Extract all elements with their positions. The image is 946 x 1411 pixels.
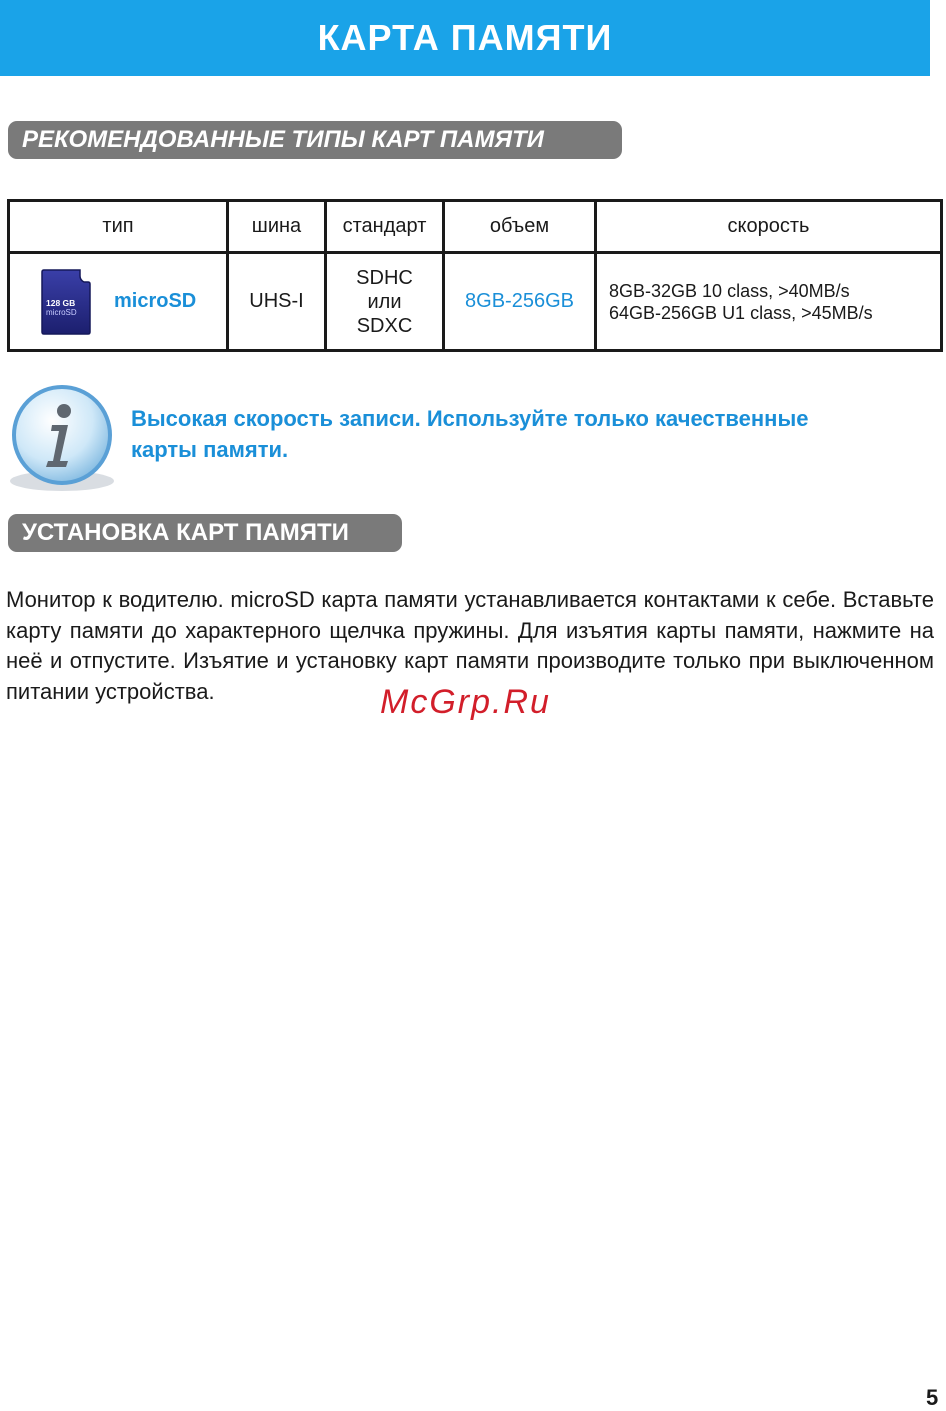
page-title: КАРТА ПАМЯТИ xyxy=(317,17,613,58)
cell-type xyxy=(9,253,228,351)
table-header-row xyxy=(9,201,942,253)
cell-volume: 8GB-256GB xyxy=(444,253,596,351)
table-row xyxy=(9,253,942,351)
info-line-1: Высокая скорость записи. Используйте только качественные xyxy=(131,406,809,431)
info-icon xyxy=(6,381,118,493)
speed-line-1: 8GB-32GB 10 class, >40MB/s xyxy=(609,280,850,301)
column-header-type: тип xyxy=(9,201,228,253)
installation-paragraph: Монитор к водителю. microSD карта памяти устанавливается контактами к себе. Вставьте карту памяти до характерного щелчка пружины. Для изъятия карты памяти, нажмите на неё и отпустите. Изъятие и установку карт памяти производите только при выключенном питании устройства. xyxy=(6,587,934,704)
cell-standard xyxy=(326,253,444,351)
column-header-standard: стандарт xyxy=(326,201,444,253)
standard-line-1: SDHC xyxy=(356,266,413,289)
standard-line-3: SDXC xyxy=(356,314,413,337)
standard-line-2: или xyxy=(367,290,402,313)
page-header-banner xyxy=(0,0,930,76)
page-number: 5 xyxy=(926,1385,939,1410)
watermark: McGrp.Ru xyxy=(380,683,551,721)
column-header-bus: шина xyxy=(228,201,326,253)
info-line-2: карты памяти. xyxy=(131,437,289,462)
card-capacity-label: 128 GB xyxy=(46,298,76,308)
column-header-volume: объем xyxy=(444,201,596,253)
card-brand-label: microSD xyxy=(46,308,77,317)
section-title-recommended: РЕКОМЕНДОВАННЫЕ ТИПЫ КАРТ ПАМЯТИ xyxy=(8,121,622,159)
memory-card-spec-table xyxy=(7,199,943,352)
speed-line-2: 64GB-256GB U1 class, >45MB/s xyxy=(609,302,873,323)
type-value: microSD xyxy=(114,290,197,312)
cell-speed xyxy=(596,253,942,351)
microsd-card-icon xyxy=(40,268,92,336)
column-header-speed: скорость xyxy=(596,201,942,253)
info-message xyxy=(131,403,931,465)
cell-bus: UHS-I xyxy=(228,253,326,351)
section-title-installation: УСТАНОВКА КАРТ ПАМЯТИ xyxy=(8,514,402,552)
